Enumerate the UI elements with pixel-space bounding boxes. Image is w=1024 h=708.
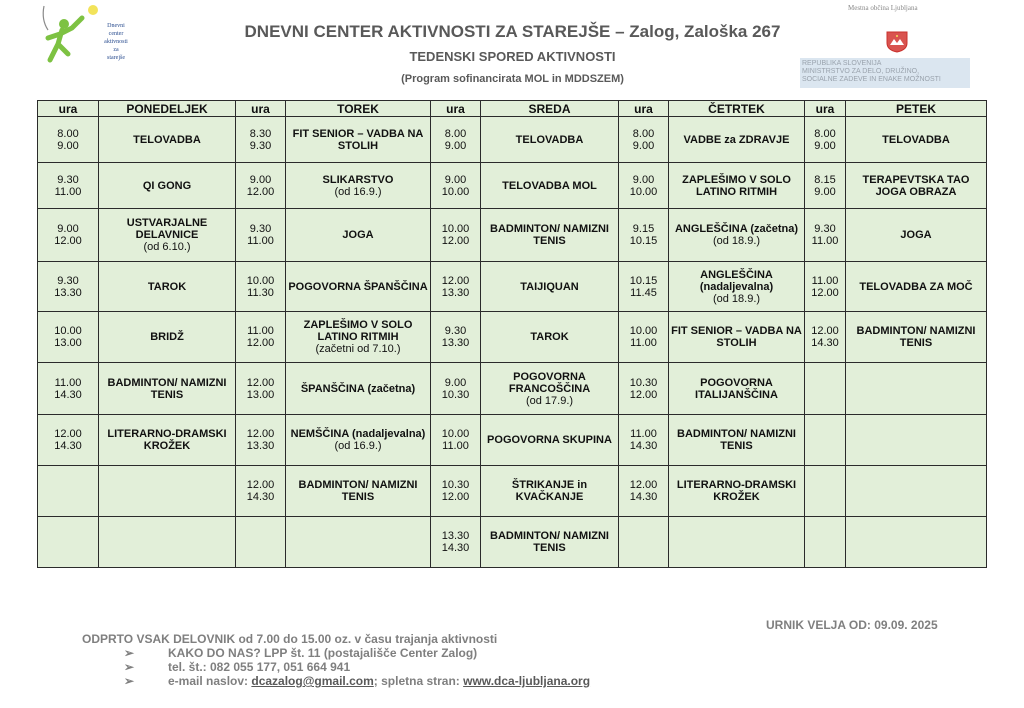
activity-note: (začetni od 7.10.) bbox=[315, 343, 401, 355]
schedule-row bbox=[38, 163, 987, 209]
end-time: 12.00 bbox=[246, 337, 275, 349]
start-time: 10.30 bbox=[441, 479, 470, 491]
empty-cell bbox=[846, 466, 987, 517]
activity-cell bbox=[669, 117, 805, 163]
activity-name: TELOVADBA bbox=[133, 133, 201, 146]
activity-name: TELOVADBA bbox=[882, 133, 950, 146]
activity-cell bbox=[846, 163, 987, 209]
end-time: 10.30 bbox=[441, 388, 470, 401]
start-time: 10.00 bbox=[441, 428, 470, 440]
schedule-row bbox=[38, 262, 987, 312]
time-cell bbox=[38, 117, 99, 163]
time-cell bbox=[619, 466, 669, 517]
valid-from: URNIK VELJA OD: 09.09. 2025 bbox=[766, 618, 938, 632]
time-cell bbox=[619, 312, 669, 363]
page-subtitle: TEDENSKI SPORED AKTIVNOSTI bbox=[409, 49, 616, 64]
end-time: 12.00 bbox=[441, 235, 470, 247]
empty-cell bbox=[805, 363, 846, 415]
time-cell bbox=[805, 312, 846, 363]
activity-cell bbox=[99, 262, 236, 312]
activity-cell bbox=[669, 415, 805, 466]
ministry-line: SOCIALNE ZADEVE IN ENAKE MOŽNOSTI bbox=[802, 76, 941, 83]
end-time: 11.45 bbox=[630, 286, 657, 299]
activity-note: (od 16.9.) bbox=[334, 440, 382, 452]
end-time: 9.00 bbox=[814, 139, 836, 152]
column-header-time: ura bbox=[619, 101, 669, 117]
time-cell bbox=[38, 312, 99, 363]
schedule-row bbox=[38, 466, 987, 517]
activity-cell bbox=[669, 209, 805, 262]
end-time: 10.00 bbox=[441, 185, 470, 198]
start-time: 9.00 bbox=[444, 376, 467, 389]
activity-name: LITERARNO-DRAMSKI KROŽEK bbox=[676, 479, 797, 503]
start-time: 9.00 bbox=[444, 173, 467, 186]
activity-name: FIT SENIOR – VADBA NA STOLIH bbox=[671, 325, 802, 349]
phone-line bbox=[82, 660, 590, 674]
schedule-row bbox=[38, 363, 987, 415]
empty-cell bbox=[805, 517, 846, 568]
empty-cell bbox=[846, 517, 987, 568]
activity-name: POGOVORNA ITALIJANŠČINA bbox=[695, 376, 778, 401]
activity-note: (od 16.9.) bbox=[334, 185, 382, 198]
schedule-body bbox=[38, 117, 987, 568]
activity-note: (od 18.9.) bbox=[712, 292, 761, 305]
end-time: 13.30 bbox=[441, 286, 470, 299]
start-time: 12.00 bbox=[246, 428, 275, 440]
schedule-row bbox=[38, 209, 987, 262]
end-time: 10.00 bbox=[629, 185, 658, 198]
time-cell bbox=[38, 415, 99, 466]
website-link[interactable]: www.dca-ljubljana.org bbox=[463, 674, 591, 688]
end-time: 14.30 bbox=[246, 491, 275, 503]
time-cell bbox=[431, 117, 481, 163]
time-cell bbox=[431, 415, 481, 466]
activity-cell bbox=[481, 517, 619, 568]
time-cell bbox=[38, 209, 99, 262]
contact-line bbox=[82, 674, 590, 688]
logo-text-line: starejše bbox=[107, 55, 125, 61]
ministry-logo bbox=[800, 58, 970, 88]
activity-name: POGOVORNA FRANCOŠČINA bbox=[508, 370, 591, 395]
end-time: 12.00 bbox=[246, 185, 275, 198]
end-time: 11.00 bbox=[247, 235, 274, 247]
weekly-schedule-table bbox=[37, 100, 987, 568]
column-header-day: PETEK bbox=[846, 101, 987, 117]
start-time: 12.00 bbox=[246, 479, 275, 491]
time-cell bbox=[431, 163, 481, 209]
start-time: 9.00 bbox=[249, 173, 272, 186]
time-cell bbox=[236, 312, 286, 363]
activity-cell bbox=[481, 466, 619, 517]
end-time: 9.00 bbox=[444, 139, 467, 152]
activity-name: VADBE za ZDRAVJE bbox=[683, 133, 790, 146]
activity-name: ANGLEŠČINA (nadaljevalna) bbox=[699, 268, 774, 293]
time-cell bbox=[619, 262, 669, 312]
activity-cell bbox=[286, 117, 431, 163]
start-time: 9.30 bbox=[814, 223, 836, 235]
activity-cell bbox=[669, 163, 805, 209]
bullet-arrow-icon: ➢ bbox=[124, 646, 135, 660]
column-header-time: ura bbox=[236, 101, 286, 117]
end-time: 14.30 bbox=[54, 440, 82, 452]
activity-name: BRIDŽ bbox=[150, 331, 184, 343]
start-time: 9.30 bbox=[249, 223, 272, 235]
activity-name: QI GONG bbox=[142, 179, 192, 192]
end-time: 11.00 bbox=[630, 337, 657, 349]
start-time: 10.30 bbox=[629, 376, 658, 389]
activity-name: BADMINTON/ NAMIZNI TENIS bbox=[677, 428, 796, 452]
end-time: 13.30 bbox=[246, 440, 275, 452]
directions-text: KAKO DO NAS? LPP št. 11 (postajališče Center Zalog) bbox=[168, 646, 478, 660]
activity-cell bbox=[669, 363, 805, 415]
activity-cell bbox=[846, 117, 987, 163]
end-time: 9.00 bbox=[814, 185, 836, 198]
activity-name: BADMINTON/ NAMIZNI TENIS bbox=[298, 479, 418, 503]
time-cell bbox=[805, 209, 846, 262]
activity-cell bbox=[99, 415, 236, 466]
activity-cell bbox=[286, 466, 431, 517]
logo-text-line: center bbox=[108, 31, 124, 37]
start-time: 8.00 bbox=[814, 127, 836, 140]
end-time: 11.00 bbox=[54, 185, 82, 198]
activity-cell bbox=[669, 312, 805, 363]
activity-note: (od 17.9.) bbox=[525, 394, 574, 407]
empty-cell bbox=[619, 517, 669, 568]
start-time: 11.00 bbox=[630, 428, 657, 440]
time-cell bbox=[431, 517, 481, 568]
activity-note: (od 6.10.) bbox=[143, 241, 191, 253]
time-cell bbox=[431, 466, 481, 517]
activity-name: NEMŠČINA (nadaljevalna) bbox=[290, 428, 426, 440]
end-time: 13.30 bbox=[54, 286, 82, 299]
activity-cell bbox=[99, 209, 236, 262]
end-time: 10.15 bbox=[629, 235, 658, 247]
end-time: 12.00 bbox=[629, 388, 658, 401]
end-time: 13.30 bbox=[441, 337, 470, 349]
empty-cell bbox=[38, 466, 99, 517]
start-time: 10.00 bbox=[441, 223, 470, 235]
activity-name: ZAPLEŠIMO V SOLO LATINO RITMIH bbox=[682, 173, 791, 198]
end-time: 11.00 bbox=[811, 235, 839, 247]
time-cell bbox=[236, 415, 286, 466]
phone-text: tel. št.: 082 055 177, 051 664 941 bbox=[168, 660, 351, 674]
empty-cell bbox=[38, 517, 99, 568]
slovenia-crest-icon bbox=[884, 31, 910, 53]
activity-name: TAROK bbox=[530, 331, 569, 343]
activity-cell bbox=[846, 312, 987, 363]
start-time: 8.30 bbox=[249, 127, 272, 140]
time-cell bbox=[619, 163, 669, 209]
funding-note: (Program sofinancirata MOL in MDDSZEM) bbox=[401, 73, 624, 85]
time-cell bbox=[236, 262, 286, 312]
time-cell bbox=[431, 312, 481, 363]
time-cell bbox=[431, 209, 481, 262]
header-row bbox=[38, 101, 987, 117]
start-time: 11.00 bbox=[54, 376, 82, 389]
schedule-row bbox=[38, 517, 987, 568]
end-time: 11.00 bbox=[442, 440, 469, 452]
activity-name: TAIJIQUAN bbox=[520, 280, 579, 293]
empty-cell bbox=[286, 517, 431, 568]
activity-name: USTVARJALNE DELAVNICE bbox=[126, 217, 208, 241]
end-time: 14.30 bbox=[54, 388, 82, 401]
time-cell bbox=[236, 209, 286, 262]
activity-cell bbox=[99, 117, 236, 163]
email-label: e-mail naslov: bbox=[168, 674, 252, 688]
time-cell bbox=[619, 117, 669, 163]
column-header-time: ura bbox=[431, 101, 481, 117]
activity-cell bbox=[99, 312, 236, 363]
column-header-day: SREDA bbox=[481, 101, 619, 117]
activity-name: TERAPEVTSKA TAO JOGA OBRAZA bbox=[862, 173, 970, 198]
column-header-day: PONEDELJEK bbox=[99, 101, 236, 117]
activity-name: TAROK bbox=[147, 280, 187, 293]
empty-cell bbox=[99, 517, 236, 568]
end-time: 13.00 bbox=[54, 337, 82, 349]
activity-cell bbox=[481, 163, 619, 209]
start-time: 8.00 bbox=[632, 127, 655, 140]
start-time: 10.00 bbox=[629, 325, 658, 337]
end-time: 9.30 bbox=[249, 139, 272, 152]
logo-text-line: aktivnosti bbox=[104, 39, 128, 45]
activity-name: ŠTRIKANJE in KVAČKANJE bbox=[511, 479, 588, 503]
email-link[interactable]: dcazalog@gmail.com bbox=[251, 674, 374, 688]
start-time: 9.30 bbox=[444, 325, 467, 337]
activity-name: BADMINTON/ NAMIZNI TENIS bbox=[107, 376, 227, 401]
time-cell bbox=[236, 163, 286, 209]
time-cell bbox=[805, 117, 846, 163]
activity-cell bbox=[286, 163, 431, 209]
time-cell bbox=[236, 117, 286, 163]
end-time: 9.00 bbox=[57, 139, 79, 152]
start-time: 11.00 bbox=[811, 274, 839, 287]
time-cell bbox=[38, 163, 99, 209]
end-time: 14.30 bbox=[629, 491, 658, 503]
activity-name: FIT SENIOR – VADBA NA STOLIH bbox=[292, 127, 424, 152]
start-time: 12.00 bbox=[54, 428, 82, 440]
activity-cell bbox=[481, 209, 619, 262]
activity-name: POGOVORNA SKUPINA bbox=[487, 434, 612, 446]
empty-cell bbox=[99, 466, 236, 517]
time-cell bbox=[236, 466, 286, 517]
activity-cell bbox=[481, 262, 619, 312]
ministry-line: REPUBLIKA SLOVENIJA bbox=[802, 60, 882, 67]
directions-line bbox=[82, 646, 590, 660]
time-cell bbox=[38, 363, 99, 415]
player-figure-icon bbox=[38, 4, 98, 66]
start-time: 12.00 bbox=[811, 325, 839, 337]
activity-name: ANGLEŠČINA (začetna) bbox=[674, 223, 799, 235]
start-time: 8.00 bbox=[444, 127, 467, 140]
logo-text-line: za bbox=[113, 47, 119, 53]
end-time: 14.30 bbox=[441, 542, 470, 554]
column-header-time: ura bbox=[38, 101, 99, 117]
time-cell bbox=[431, 363, 481, 415]
start-time: 12.00 bbox=[629, 479, 658, 491]
footer-info bbox=[82, 632, 590, 688]
time-cell bbox=[805, 262, 846, 312]
activity-name: TELOVADBA MOL bbox=[502, 179, 597, 192]
time-cell bbox=[236, 363, 286, 415]
logo-text bbox=[92, 22, 140, 62]
activity-cell bbox=[286, 312, 431, 363]
column-header-day: ČETRTEK bbox=[669, 101, 805, 117]
time-cell bbox=[619, 209, 669, 262]
activity-name: JOGA bbox=[900, 229, 932, 241]
end-time: 13.00 bbox=[246, 388, 275, 401]
start-time: 9.00 bbox=[57, 223, 79, 235]
time-cell bbox=[619, 363, 669, 415]
activity-cell bbox=[286, 262, 431, 312]
end-time: 14.30 bbox=[811, 337, 839, 349]
bullet-arrow-icon: ➢ bbox=[124, 674, 135, 688]
activity-name: TELOVADBA ZA MOČ bbox=[859, 280, 973, 293]
time-cell bbox=[619, 415, 669, 466]
activity-name: LITERARNO-DRAMSKI KROŽEK bbox=[107, 428, 227, 452]
start-time: 12.00 bbox=[441, 274, 470, 287]
activity-cell bbox=[669, 262, 805, 312]
empty-cell bbox=[805, 466, 846, 517]
activity-cell bbox=[481, 312, 619, 363]
empty-cell bbox=[805, 415, 846, 466]
opening-hours: ODPRTO VSAK DELOVNIK od 7.00 do 15.00 oz. v času trajanja aktivnosti bbox=[82, 632, 498, 646]
activity-cell bbox=[481, 415, 619, 466]
activity-cell bbox=[669, 466, 805, 517]
start-time: 9.30 bbox=[57, 173, 79, 186]
activity-cell bbox=[286, 363, 431, 415]
time-cell bbox=[805, 163, 846, 209]
empty-cell bbox=[669, 517, 805, 568]
schedule-row bbox=[38, 117, 987, 163]
empty-cell bbox=[846, 415, 987, 466]
end-time: 12.00 bbox=[441, 491, 470, 503]
time-cell bbox=[38, 262, 99, 312]
center-logo bbox=[38, 4, 148, 66]
schedule-row bbox=[38, 312, 987, 363]
empty-cell bbox=[846, 363, 987, 415]
end-time: 12.00 bbox=[54, 235, 82, 247]
start-time: 10.15 bbox=[629, 274, 658, 287]
start-time: 10.00 bbox=[246, 274, 275, 287]
activity-cell bbox=[846, 262, 987, 312]
activity-name: ZAPLEŠIMO V SOLO LATINO RITMIH bbox=[303, 319, 413, 343]
start-time: 10.00 bbox=[54, 325, 82, 337]
activity-name: SLIKARSTVO bbox=[322, 173, 394, 186]
column-header-day: TOREK bbox=[286, 101, 431, 117]
start-time: 9.15 bbox=[632, 223, 655, 235]
start-time: 8.00 bbox=[57, 127, 79, 140]
activity-cell bbox=[286, 415, 431, 466]
activity-name: BADMINTON/ NAMIZNI TENIS bbox=[490, 223, 609, 247]
page-title: DNEVNI CENTER AKTIVNOSTI ZA STAREJŠE – Zalog, Zaloška 267 bbox=[244, 22, 781, 41]
ministry-line: MINISTRSTVO ZA DELO, DRUŽINO, bbox=[802, 68, 920, 75]
activity-name: POGOVORNA ŠPANŠČINA bbox=[288, 280, 428, 293]
web-label: ; spletna stran: bbox=[373, 674, 464, 688]
logo-text-line: Dnevni bbox=[107, 23, 125, 29]
activity-cell bbox=[286, 209, 431, 262]
end-time: 9.00 bbox=[632, 139, 655, 152]
activity-name: JOGA bbox=[342, 229, 374, 241]
start-time: 9.30 bbox=[57, 274, 79, 287]
activity-name: BADMINTON/ NAMIZNI TENIS bbox=[856, 325, 976, 349]
activity-cell bbox=[99, 363, 236, 415]
activity-name: BADMINTON/ NAMIZNI TENIS bbox=[490, 530, 609, 554]
activity-cell bbox=[481, 117, 619, 163]
start-time: 9.00 bbox=[632, 173, 655, 186]
start-time: 8.15 bbox=[814, 173, 836, 186]
activity-cell bbox=[846, 209, 987, 262]
end-time: 14.30 bbox=[629, 440, 658, 452]
schedule-row bbox=[38, 415, 987, 466]
activity-name: ŠPANŠČINA (začetna) bbox=[300, 382, 416, 395]
bullet-arrow-icon: ➢ bbox=[124, 660, 135, 674]
start-time: 11.00 bbox=[247, 325, 274, 337]
end-time: 11.30 bbox=[247, 286, 274, 299]
activity-note: (od 18.9.) bbox=[712, 235, 761, 247]
mol-label: Mestna občina Ljubljana bbox=[848, 4, 918, 12]
empty-cell bbox=[236, 517, 286, 568]
end-time: 12.00 bbox=[811, 286, 839, 299]
activity-cell bbox=[99, 163, 236, 209]
start-time: 12.00 bbox=[246, 376, 275, 389]
time-cell bbox=[431, 262, 481, 312]
start-time: 13.30 bbox=[441, 530, 470, 542]
activity-cell bbox=[481, 363, 619, 415]
activity-name: TELOVADBA bbox=[515, 133, 584, 146]
column-header-time: ura bbox=[805, 101, 846, 117]
